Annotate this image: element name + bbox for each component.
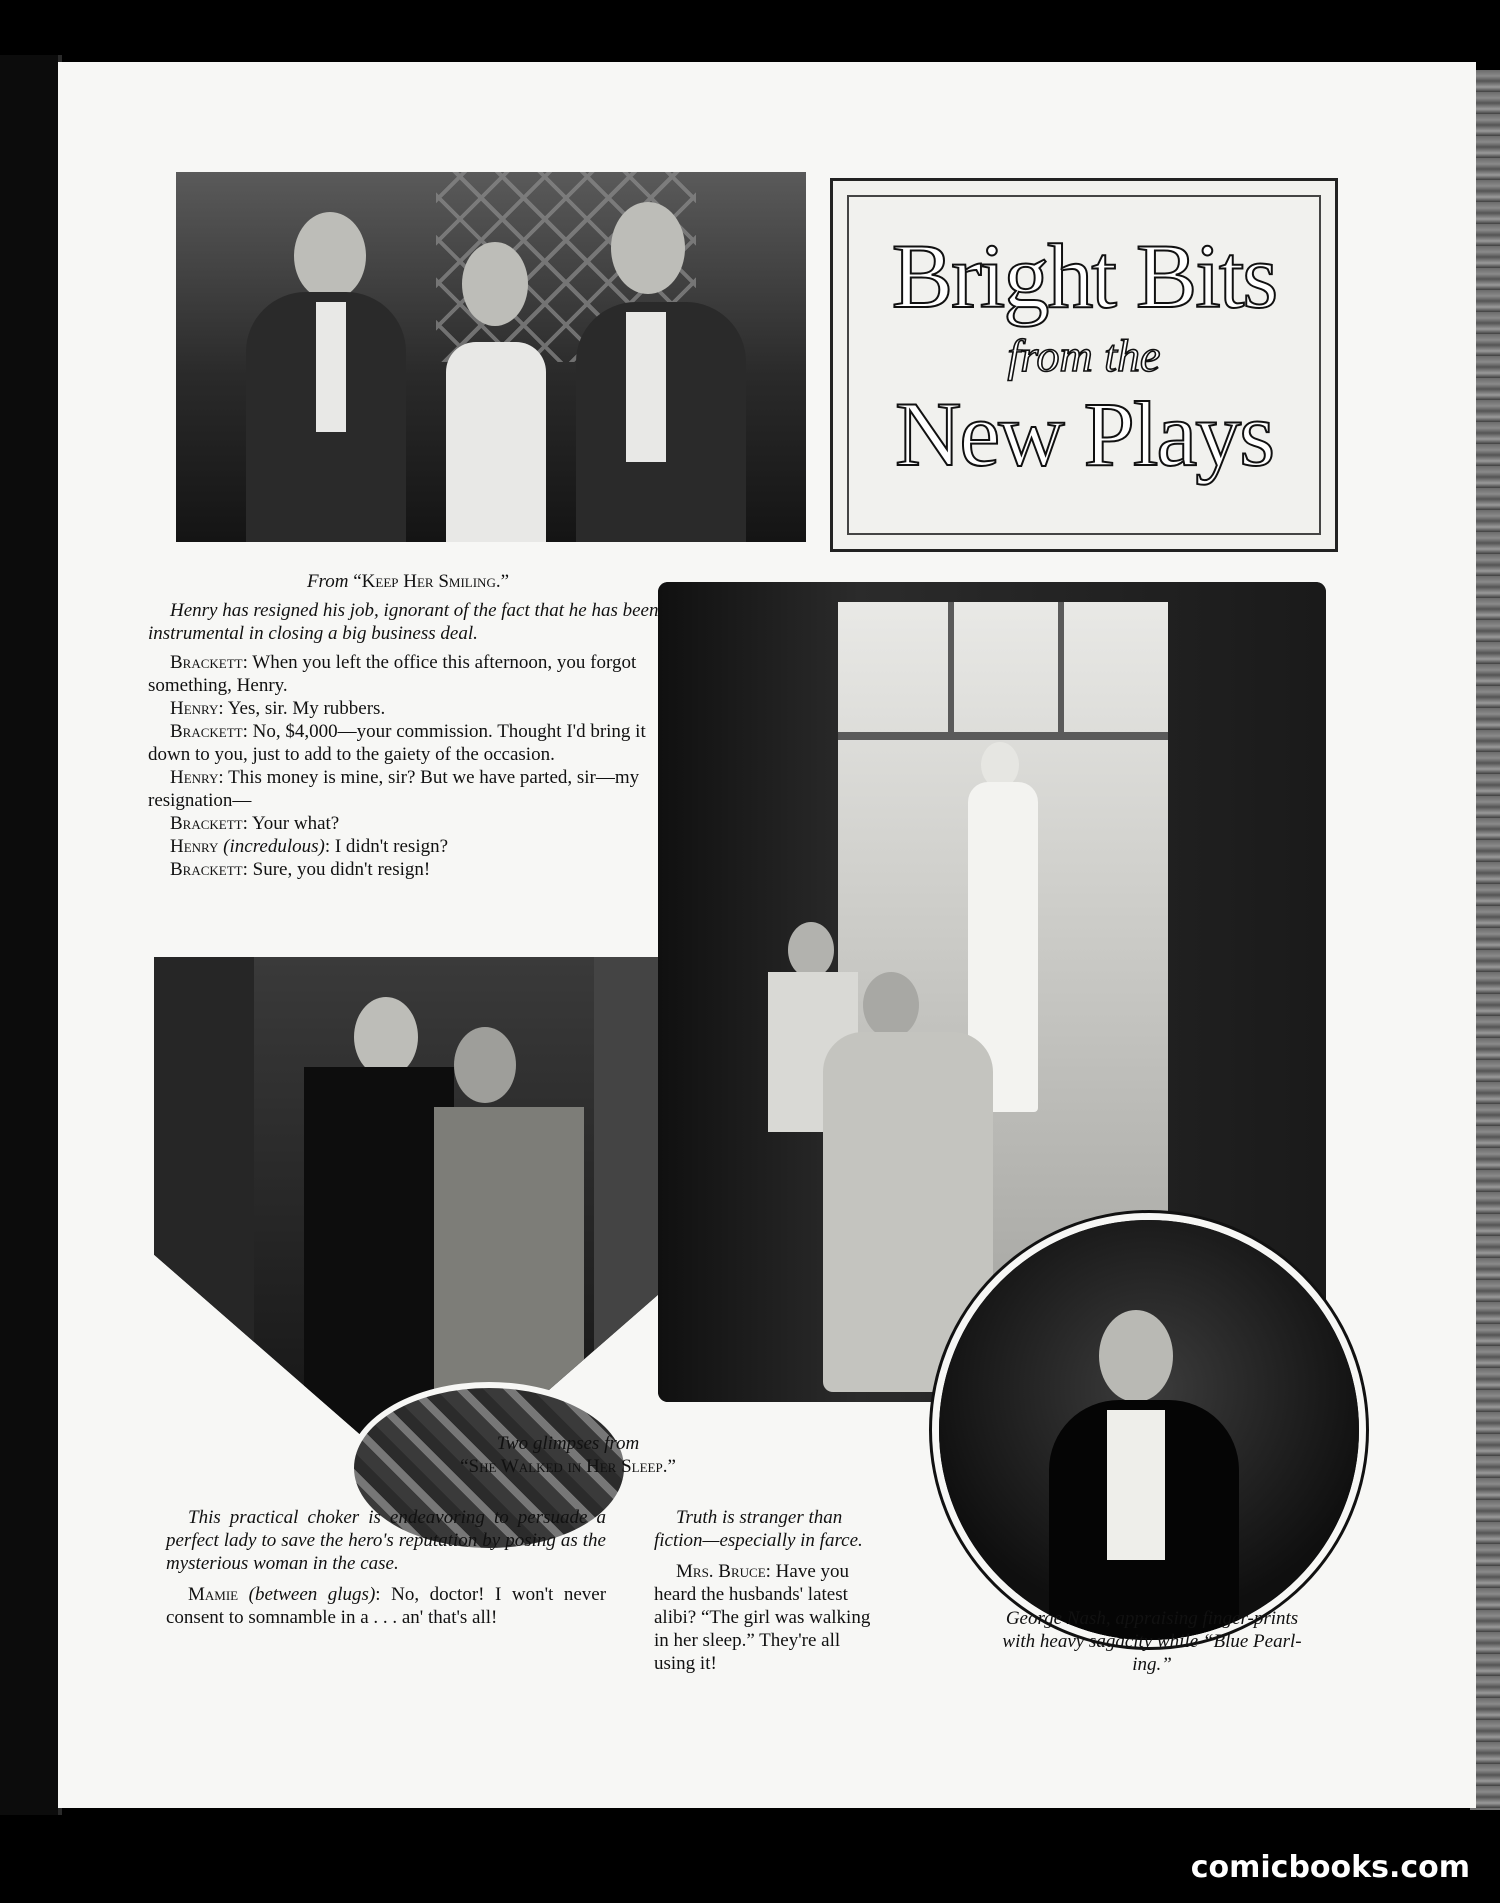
title-line-2: from the (1007, 330, 1161, 381)
sleep-caption-heading (358, 1432, 778, 1478)
dialogue-speaker: Henry (170, 836, 219, 857)
glimpse-label: Two glimpses from (496, 1433, 640, 1454)
photo-keep-her-smiling (176, 172, 806, 542)
mamie-text: : No, doctor! I won't never consent to somnamble in a . . . an' that's all! (166, 1584, 607, 1628)
dialogue-speaker: Brackett (170, 813, 243, 834)
dialogue-text: : This money is mine, sir? But we have parted, sir—my resignation— (148, 767, 640, 811)
dialogue-text: : Your what? (242, 813, 340, 834)
choker-intro: This practical choker is endeavoring to persuade a perfect lady to save the hero's reputation by posing as the mysterious woman in the case. (166, 1507, 606, 1574)
caption-play-title: “Keep Her Smiling.” (353, 571, 510, 592)
mamie-speaker: Mamie (188, 1584, 239, 1605)
mrs-bruce-text: : Have you heard the husbands' latest alibi? “The girl was walking in her sleep.” They're all using it! (654, 1561, 871, 1674)
dialogue-line (148, 697, 668, 720)
mamie-note: (between glugs) (248, 1584, 376, 1605)
magazine-page (58, 62, 1476, 1808)
dialogue-line (148, 835, 668, 858)
mrs-bruce-line (654, 1560, 886, 1675)
dialogue-speaker: Henry (170, 767, 219, 788)
dialogue-line (148, 858, 668, 881)
photo-george-nash (932, 1213, 1366, 1647)
choker-caption (166, 1506, 606, 1629)
title-line-1: Bright Bits (891, 225, 1277, 327)
photo-choker-scene (154, 957, 704, 1437)
dialogue-speaker: Brackett (170, 721, 243, 742)
dialogue-note: (incredulous) (223, 836, 325, 857)
caption-heading (148, 570, 668, 593)
caption-from: From (306, 571, 349, 592)
title-line-3: New Plays (894, 383, 1274, 485)
george-nash-caption: George Nash, appraising finger-prints with heavy sagacity while “Blue Pearl-ing.” (1002, 1608, 1302, 1675)
dialogue-line (148, 766, 668, 812)
dialogue-speaker: Brackett (170, 859, 243, 880)
dialogue-line (148, 812, 668, 835)
dialogue-text: : No, $4,000—your commission. Thought I'd bring it down to you, just to add to the gaiety of the occasion. (148, 721, 646, 765)
watermark: comicbooks.com (1190, 1850, 1470, 1885)
dialogue-text: : When you left the office this afternoon, you forgot something, Henry. (148, 652, 637, 696)
mamie-line (166, 1583, 606, 1629)
dialogue-line (148, 651, 668, 697)
farce-intro: Truth is stranger than fiction—especially in farce. (654, 1507, 863, 1551)
dialogue-text: : I didn't resign? (324, 836, 449, 857)
dialogue-line (148, 720, 668, 766)
title-box (830, 178, 1338, 552)
caption-intro: Henry has resigned his job, ignorant of the fact that he has been instrumental in closing a big business deal. (148, 600, 659, 644)
keep-her-smiling-caption (148, 570, 668, 881)
dialogue-text: : Sure, you didn't resign! (242, 859, 431, 880)
dialogue-text: : Yes, sir. My rubbers. (218, 698, 386, 719)
left-page-edge (0, 55, 62, 1815)
mrs-bruce-speaker: Mrs. Bruce (676, 1561, 766, 1582)
farce-caption (654, 1506, 886, 1675)
dialogue-speaker: Henry (170, 698, 219, 719)
dialogue-speaker: Brackett (170, 652, 243, 673)
dialogue-lines (148, 651, 668, 881)
sleep-play-title: “She Walked in Her Sleep.” (460, 1456, 676, 1477)
